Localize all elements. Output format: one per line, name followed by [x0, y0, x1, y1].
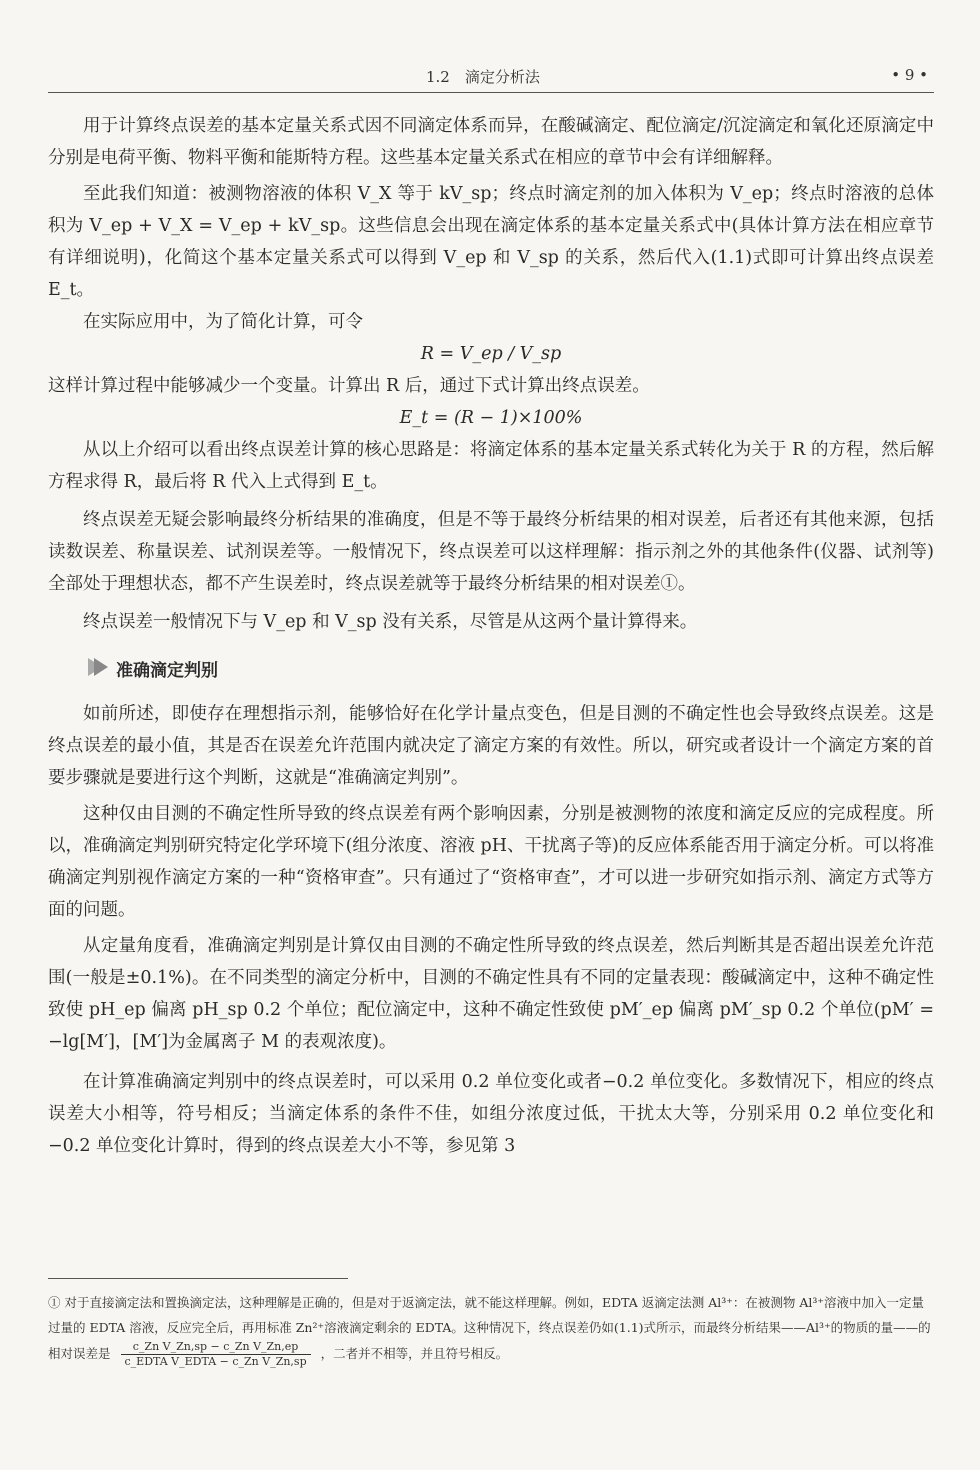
- fraction-denominator: c_EDTA V_EDTA − c_Zn V_Zn,sp: [124, 1355, 307, 1368]
- section-heading-text: 准确滴定判别: [116, 661, 218, 681]
- paragraph: 从定量角度看，准确滴定判别是计算仅由目测的不确定性所导致的终点误差，然后判断其是否超出误差允许范围(一般是±0.1%)。在不同类型的滴定分析中，目测的不确定性具有不同的定量表现：酸碱滴定中，这种不确定性致使 pH_ep 偏离 pH_sp 0.2 个单位；配位滴定中，这种不确定性致使 pM′_ep 偏离 pM′_sp 0.2 个单位(pM′ = −lg[M′]，[M′]为金属离子 M 的表观浓度)。: [48, 936, 934, 1052]
- paragraph: 至此我们知道：被测物溶液的体积 V_X 等于 kV_sp；终点时滴定剂的加入体积为 V_ep；终点时溶液的总体积为 V_ep + V_X = V_ep + kV_sp。这些信息会出现在滴定体系的基本定量关系式中(具体计算方法在相应章节有详细说明)，化简这个基本定量关系式可以得到 V_ep 和 V_sp 的关系，然后代入(1.1)式即可计算出终点误差 E_t。: [48, 184, 934, 300]
- paragraph: 终点误差一般情况下与 V_ep 和 V_sp 没有关系，尽管是从这两个量计算得来。: [83, 612, 698, 632]
- main-text: [48, 110, 934, 1162]
- page-number: • 9 •: [891, 66, 928, 84]
- running-section-title: 1.2 滴定分析法: [426, 68, 540, 86]
- footnote: [48, 1290, 934, 1369]
- footnote-divider: [48, 1278, 348, 1279]
- relative-error-fraction: [121, 1340, 311, 1369]
- paragraph: 在实际应用中，为了简化计算，可令: [83, 312, 363, 332]
- footnote-tail: ，二者并不相等，并且符号相反。: [320, 1346, 509, 1361]
- paragraph: 从以上介绍可以看出终点误差计算的核心思路是：将滴定体系的基本定量关系式转化为关于 R 的方程，然后解方程求得 R，最后将 R 代入上式得到 E_t。: [48, 440, 934, 492]
- paragraph: 在计算准确滴定判别中的终点误差时，可以采用 0.2 单位变化或者−0.2 单位变化。多数情况下，相应的终点误差大小相等，符号相反；当滴定体系的条件不佳，如组分浓度过低，干扰太大等，分别采用 0.2 单位变化和−0.2 单位变化计算时，得到的终点误差大小不等，参见第 3: [48, 1072, 934, 1156]
- paragraph: 这样计算过程中能够减少一个变量。计算出 R 后，通过下式计算出终点误差。: [48, 376, 650, 396]
- arrow-bullet-icon: [88, 652, 108, 690]
- equation-et: E_t = (R − 1)×100%: [399, 408, 583, 428]
- footnote-text: ① 对于直接滴定法和置换滴定法，这种理解是正确的，但是对于返滴定法，就不能这样理解。例如，EDTA 返滴定法测 Al³⁺：在被测物 Al³⁺溶液中加入一定量过量的 EDTA 溶液，反应完全后，再用标准 Zn²⁺溶液滴定剩余的 EDTA。这种情况下，终点误差仍如(1.1)式所示，而最终分析结果——Al³⁺的物质的量——的相对误差是: [48, 1295, 931, 1361]
- paragraph: 终点误差无疑会影响最终分析结果的准确度，但是不等于最终分析结果的相对误差，后者还有其他来源，包括读数误差、称量误差、试剂误差等。一般情况下，终点误差可以这样理解：指示剂之外的其他条件(仪器、试剂等)全部处于理想状态，都不产生误差时，终点误差就等于最终分析结果的相对误差①。: [48, 510, 934, 594]
- paragraph: 这种仅由目测的不确定性所导致的终点误差有两个影响因素，分别是被测物的浓度和滴定反应的完成程度。所以，准确滴定判别研究特定化学环境下(组分浓度、溶液 pH、干扰离子等)的反应体系能否用于滴定分析。可以将准确滴定判别视作滴定方案的一种“资格审查”。只有通过了“资格审查”，才可以进一步研究如指示剂、滴定方式等方面的问题。: [48, 804, 934, 920]
- section-heading: [88, 652, 934, 690]
- page-header: [48, 58, 934, 93]
- paragraph: 如前所述，即使存在理想指示剂，能够恰好在化学计量点变色，但是目测的不确定性也会导致终点误差。这是终点误差的最小值，其是否在误差允许范围内就决定了滴定方案的有效性。所以，研究或者设计一个滴定方案的首要步骤就是要进行这个判断，这就是“准确滴定判别”。: [48, 704, 934, 788]
- equation-r: R = V_ep / V_sp: [420, 344, 562, 364]
- paragraph: 用于计算终点误差的基本定量关系式因不同滴定体系而异，在酸碱滴定、配位滴定/沉淀滴定和氧化还原滴定中分别是电荷平衡、物料平衡和能斯特方程。这些基本定量关系式在相应的章节中会有详细解释。: [48, 116, 934, 168]
- fraction-numerator: c_Zn V_Zn,sp − c_Zn V_Zn,ep: [121, 1340, 311, 1355]
